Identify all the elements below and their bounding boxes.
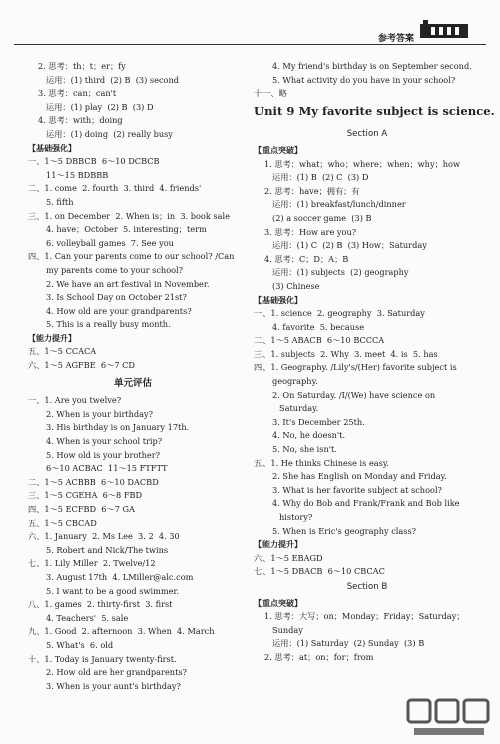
right-column-line: 4. My friend's birthday is on September second. (272, 61, 472, 71)
left-column-line: 【能力提升】 (28, 333, 76, 343)
left-column-line: 11～15 BDBBB (46, 169, 109, 180)
left-column-line: 【基础强化】 (28, 143, 76, 153)
right-column-line: 三、1. subjects 2. Why 3. meet 4. is 5. has (254, 348, 438, 359)
left-column-line: 九、1. Good 2. afternoon 3. When 4. March (28, 626, 215, 637)
left-column-line: 2. We have an art festival in November. (46, 278, 210, 289)
left-column-line: 运用：(1) play (2) B (3) D (46, 101, 154, 112)
left-column-line: 六、1～5 AGFBE 6～7 CD (28, 360, 135, 371)
right-column-line: 3. It's December 25th. (272, 416, 365, 427)
header-logo-icon (420, 18, 468, 40)
right-column-line: (2) a soccer game (3) B (272, 212, 372, 223)
left-column-line: 一、1. Are you twelve? (28, 395, 122, 406)
header-rule (14, 44, 486, 45)
left-column-line: 八、1. games 2. thirty-first 3. first (28, 599, 173, 610)
left-column-line: 三、1. on December 2. When is；in 3. book sale (28, 210, 230, 221)
right-column-line: 5. What activity do you have in your school? (272, 74, 456, 85)
right-column-line: Sunday (272, 624, 303, 635)
right-column-line: 1. 思考：what；who；where；when；why；how (264, 158, 460, 169)
right-column-line: 2. 思考：have；拥有；有 (264, 185, 360, 196)
right-column-line: 4. No, he doesn't. (272, 430, 346, 441)
left-column-line: 5. Robert and Nick/The twins (46, 544, 169, 555)
left-column-line: 5. This is a really busy month. (46, 319, 171, 330)
left-column-line: 6. volleyball games 7. See you (46, 237, 174, 248)
left-column-line: 2. 思考：th；t；er；fy (38, 61, 126, 71)
right-column-line: 五、1. He thinks Chinese is easy. (254, 457, 390, 468)
right-column-line: 运用：(1) breakfast/lunch/dinner (272, 199, 406, 210)
left-column-line: 2. How old are her grandparents? (46, 667, 187, 678)
left-column-line: 2. When is your birthday? (46, 408, 154, 419)
left-column-line: 4. 思考：with；doing (38, 115, 123, 126)
right-column-line: Section B (346, 581, 388, 592)
left-column-line: 5. fifth (46, 196, 74, 207)
left-column-line: 3. August 17th 4. LMiller@alc.com (46, 571, 194, 582)
left-column-line: 4. Teachers' 5. sale (46, 612, 129, 623)
right-column-line: 4. favorite 5. because (272, 321, 365, 332)
right-column-line: 3. What is her favorite subject at school? (272, 484, 442, 495)
right-column-line: geography. (272, 376, 318, 387)
left-column-line: 单元评估 (113, 377, 152, 389)
right-column-line: 【能力提升】 (254, 540, 302, 550)
left-column-line: 3. His birthday is on January 17th. (46, 422, 190, 433)
page-header (0, 0, 500, 48)
right-column-line: 运用：(1) B (2) C (3) D (272, 172, 369, 183)
left-column-line: 4. How old are your grandparents? (46, 305, 192, 316)
left-column-line: 3. When is your aunt's birthday? (46, 680, 181, 691)
left-column-line: 六、1. January 2. Ms Lee 3. 2 4. 30 (28, 531, 180, 542)
left-column-line: 四、1. Can your parents come to our school? /Can (28, 251, 235, 262)
left-column-line: 4. When is your school trip? (46, 436, 163, 447)
left-column-line: 5. What's 6. old (46, 639, 114, 650)
left-column-line: 运用：(1) third (2) B (3) second (46, 74, 180, 85)
right-column-line: Unit 9 My favorite subject is science. (254, 103, 495, 118)
left-column-line: 二、1～5 ACBBB 6～10 DACBD (28, 476, 159, 487)
left-column-line: 4. have；October 5. interesting；term (46, 224, 207, 235)
left-column-line: 3. Is School Day on October 21st? (46, 292, 187, 303)
right-column-line: 【基础强化】 (254, 295, 302, 305)
left-column-line: my parents come to your school? (46, 264, 184, 275)
right-column-line: 二、1～5 ABACB 6～10 BCCCA (254, 335, 385, 346)
right-column-line: 2. 思考：at；on；for；from (264, 651, 374, 662)
right-column-line: 运用：(1) C (2) B (3) How；Saturday (272, 240, 427, 251)
watermark-logo-icon (404, 696, 494, 740)
left-column-line: 五、1～5 CCACA (28, 346, 97, 357)
right-column-line: Saturday. (279, 403, 319, 414)
right-column-line: 【重点突破】 (254, 145, 302, 155)
left-column-line: 二、1. come 2. fourth 3. third 4. friends' (28, 183, 202, 194)
right-column-line: 4. Why do Bob and Frank/Frank and Bob like (272, 498, 460, 509)
right-column-line: 5. When is Eric's geography class? (272, 525, 417, 536)
left-column-line: 运用：(1) doing (2) really busy (46, 128, 173, 139)
right-column-line: 2. On Saturday. /I/(We) have science on (272, 389, 436, 400)
right-column-line: 运用：(1) Saturday (2) Sunday (3) B (272, 638, 425, 649)
left-column-line: 一、1～5 DBBCB 6～10 DCBCB (28, 156, 160, 167)
right-column-line: 四、1. Geography. /Lily's/(Her) favorite subject is (254, 362, 457, 373)
right-column-line: history? (279, 512, 313, 522)
right-column-line: 1. 思考：大写；on；Monday；Friday；Saturday； (264, 611, 465, 622)
header-label: 参考答案 (377, 34, 414, 44)
right-column-line: 3. 思考：How are you? (264, 226, 357, 237)
right-column-line: 2. She has English on Monday and Friday. (272, 471, 447, 482)
left-column-line: 5. How old is your brother? (46, 449, 161, 460)
left-column-line: 七、1. Lily Miller 2. Twelve/12 (28, 558, 156, 569)
left-column-line: 6～10 ACBAC 11～15 FTFTT (46, 463, 168, 474)
right-column-line: 十一、略 (254, 88, 287, 99)
right-column-line: Section A (346, 129, 388, 140)
right-column-line: 六、1～5 EBAGD (254, 552, 323, 563)
right-column-line: 七、1～5 DBACB 6～10 CBCAC (254, 566, 385, 577)
left-column-line: 十、1. Today is January twenty-first. (28, 653, 177, 664)
left-column-line: 3. 思考：can；can't (38, 88, 117, 99)
right-column-line: 一、1. science 2. geography 3. Saturday (254, 308, 425, 319)
left-column-line: 四、1～5 ECFBD 6～7 GA (28, 504, 135, 514)
right-column-line: 5. No, she isn't. (272, 444, 337, 455)
right-column-line: 运用：(1) subjects (2) geography (272, 267, 409, 278)
right-column-line: 【重点突破】 (254, 598, 302, 608)
left-column-line: 五、1～5 CBCAD (28, 517, 97, 528)
left-column-line: 三、1～5 CGEHA 6～8 FBD (28, 490, 143, 501)
left-column-line: 5. I want to be a good swimmer. (46, 585, 180, 596)
right-column-line: (3) Chinese (272, 280, 320, 291)
right-column-line: 4. 思考：C；D；A；B (264, 253, 349, 264)
answer-column-right (254, 60, 495, 665)
answer-column-left (28, 60, 238, 693)
